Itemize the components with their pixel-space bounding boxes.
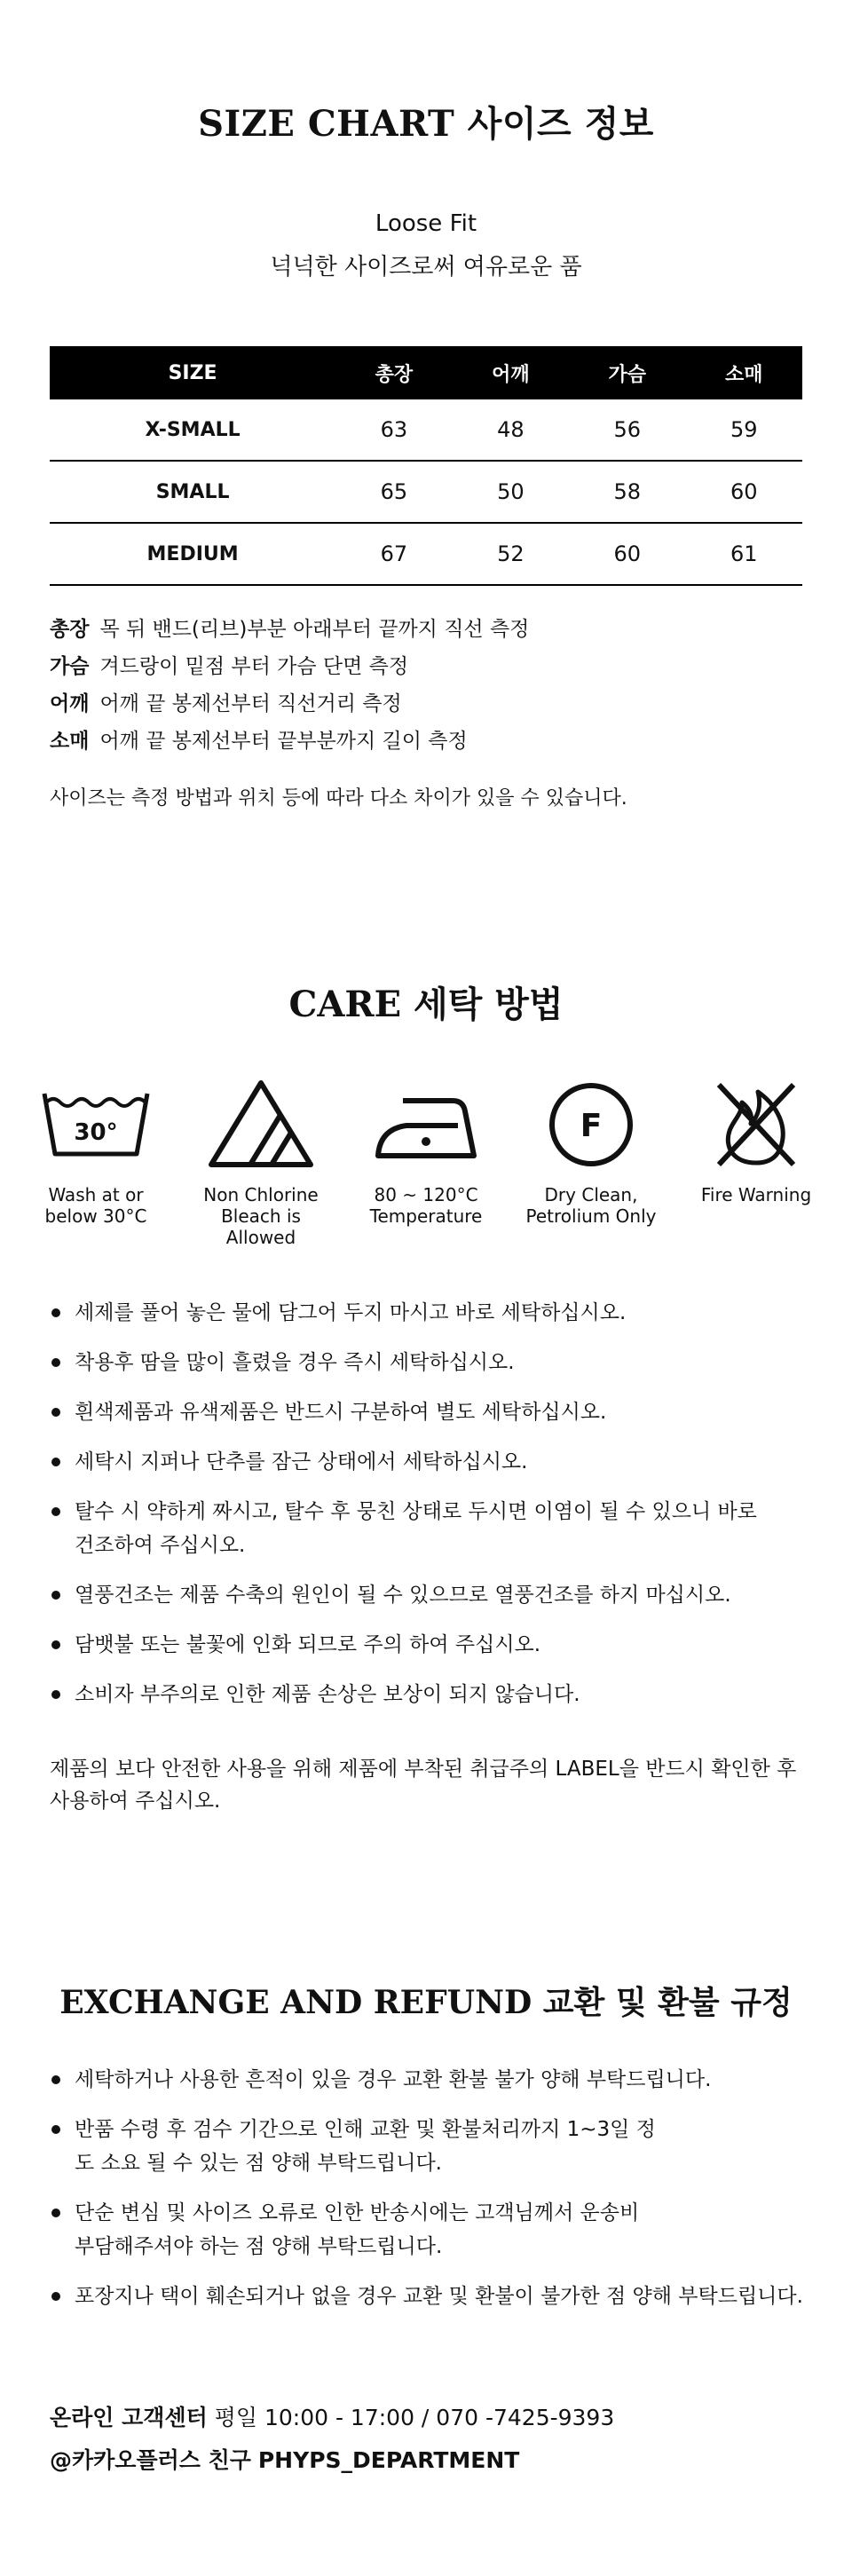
header-sleeve: 소매 (686, 346, 803, 399)
chest-value: 56 (569, 399, 685, 461)
length-value: 65 (335, 461, 452, 523)
header-shoulder: 어깨 (453, 346, 569, 399)
list-item: 흰색제품과 유색제품은 반드시 구분하여 별도 세탁하십시오. (50, 1395, 813, 1429)
list-item: 담뱃불 또는 불꽃에 인화 되므로 주의 하여 주십시오. (50, 1628, 813, 1662)
care-caption (685, 1184, 827, 1205)
note-desc: 어깨 끝 봉제선부터 직선거리 측정 (99, 692, 402, 715)
sleeve-value: 60 (686, 461, 803, 523)
size-table-header (50, 346, 802, 399)
sleeve-value: 59 (686, 399, 803, 461)
care-item-fire (685, 1076, 827, 1262)
table-row (50, 523, 802, 585)
care-item-bleach (190, 1076, 332, 1262)
care-caption (190, 1184, 332, 1248)
care-title: CARE 세탁 방법 (288, 984, 564, 1025)
list-item: 열풍건조는 제품 수축의 원인이 될 수 있으므로 열풍건조를 하지 마십시오. (50, 1578, 813, 1612)
care-item-dry-clean (520, 1076, 662, 1262)
note-term: 소매 (50, 730, 90, 753)
caption-line: Non Chlorine (203, 1184, 319, 1205)
note-term: 어깨 (50, 692, 90, 715)
fit-description: 넉넉한 사이즈로써 여유로운 품 (270, 254, 582, 281)
list-item: 포장지나 택이 훼손되거나 없을 경우 교환 및 환불이 불가한 점 양해 부탁드립니다. (50, 2280, 831, 2313)
length-value: 63 (335, 399, 452, 461)
list-item: 탈수 시 약하게 짜시고, 탈수 후 뭉친 상태로 두시면 이염이 될 수 있으니 바로 건조하여 주십시오. (50, 1495, 767, 1562)
shoulder-value: 48 (453, 399, 569, 461)
non-chlorine-bleach-icon (199, 1076, 323, 1173)
cs-line (50, 2397, 831, 2439)
exchange-refund-list (50, 2063, 831, 2329)
caption-line: Temperature (369, 1205, 483, 1227)
customer-service-footer (50, 2397, 831, 2482)
size-label: X-SMALL (50, 399, 335, 461)
shoulder-value: 52 (453, 523, 569, 585)
measurement-notes (50, 611, 813, 760)
header-length: 총장 (335, 346, 452, 399)
kakao-label: @카카오플러스 친구 (50, 2447, 251, 2473)
care-label-note: 제품의 보다 안전한 사용을 위해 제품에 부착된 취급주의 LABEL을 반드시 확인한 후 사용하여 주십시오. (50, 1758, 797, 1813)
care-caption (25, 1184, 167, 1227)
note-term: 총장 (50, 618, 90, 641)
caption-line: Bleach is (221, 1205, 301, 1227)
header-chest: 가슴 (569, 346, 685, 399)
size-disclaimer: 사이즈는 측정 방법과 위치 등에 따라 다소 차이가 있을 수 있습니다. (50, 787, 627, 810)
note-desc: 목 뒤 밴드(리브)부분 아래부터 끝까지 직선 측정 (99, 618, 530, 641)
caption-line: Dry Clean, (544, 1184, 638, 1205)
list-item: 세탁하거나 사용한 흔적이 있을 경우 교환 환불 불가 양해 부탁드립니다. (50, 2063, 831, 2097)
shoulder-value: 50 (453, 461, 569, 523)
cs-label: 온라인 고객센터 (50, 2405, 208, 2430)
exchange-refund-title: EXCHANGE AND REFUND 교환 및 환불 규정 (59, 1984, 793, 2021)
note-desc: 어깨 끝 봉제선부터 끝부분까지 길이 측정 (99, 730, 468, 753)
wash-temp-label: 30° (74, 1119, 118, 1146)
care-item-wash (25, 1076, 167, 1262)
care-item-iron (355, 1076, 497, 1262)
measurement-note (50, 723, 813, 760)
iron-icon (364, 1076, 488, 1173)
list-item: 착용후 땀을 많이 흘렸을 경우 즉시 세탁하십시오. (50, 1346, 813, 1379)
measurement-note (50, 648, 813, 685)
note-term: 가슴 (50, 655, 90, 678)
size-label: SMALL (50, 461, 335, 523)
fit-title: Loose Fit (375, 210, 477, 237)
caption-line: Fire Warning (700, 1184, 812, 1205)
dry-clean-letter: F (580, 1108, 603, 1144)
list-item: 세탁시 지퍼나 단추를 잠근 상태에서 세탁하십시오. (50, 1445, 813, 1479)
chest-value: 58 (569, 461, 685, 523)
list-item: 반품 수령 후 검수 기간으로 인해 교환 및 환불처리까지 1~3일 정도 소요 될 수 있는 점 양해 부탁드립니다. (50, 2113, 660, 2180)
chest-value: 60 (569, 523, 685, 585)
measurement-note (50, 685, 813, 723)
size-chart-title: SIZE CHART 사이즈 정보 (198, 103, 654, 145)
table-row (50, 399, 802, 461)
list-item: 단순 변심 및 사이즈 오류로 인한 반송시에는 고객님께서 운송비 부담해주셔야 하는 점 양해 부탁드립니다. (50, 2196, 660, 2264)
caption-line: Petrolium Only (525, 1205, 657, 1227)
cs-info: 평일 10:00 - 17:00 / 070 -7425-9393 (214, 2405, 615, 2430)
size-label: MEDIUM (50, 523, 335, 585)
fire-warning-icon (694, 1076, 818, 1173)
caption-line: below 30°C (44, 1205, 147, 1227)
table-row (50, 461, 802, 523)
care-icons-row (25, 1076, 827, 1262)
caption-line: Allowed (225, 1227, 296, 1248)
header-size: SIZE (50, 346, 335, 399)
measurement-note (50, 611, 813, 648)
kakao-line (50, 2439, 831, 2482)
length-value: 67 (335, 523, 452, 585)
size-table (50, 346, 802, 586)
list-item: 소비자 부주의로 인한 제품 손상은 보상이 되지 않습니다. (50, 1678, 813, 1711)
sleeve-value: 61 (686, 523, 803, 585)
kakao-id[interactable]: PHYPS_DEPARTMENT (257, 2447, 520, 2473)
care-instructions-list (50, 1296, 813, 1727)
caption-line: Wash at or (48, 1184, 144, 1205)
care-caption (355, 1184, 497, 1227)
list-item: 세제를 풀어 놓은 물에 담그어 두지 마시고 바로 세탁하십시오. (50, 1296, 813, 1330)
dry-clean-icon (529, 1076, 653, 1173)
care-caption (520, 1184, 662, 1227)
wash-30-icon (34, 1076, 158, 1173)
note-desc: 겨드랑이 밑점 부터 가슴 단면 측정 (99, 655, 409, 678)
caption-line: 80 ~ 120°C (374, 1184, 478, 1205)
